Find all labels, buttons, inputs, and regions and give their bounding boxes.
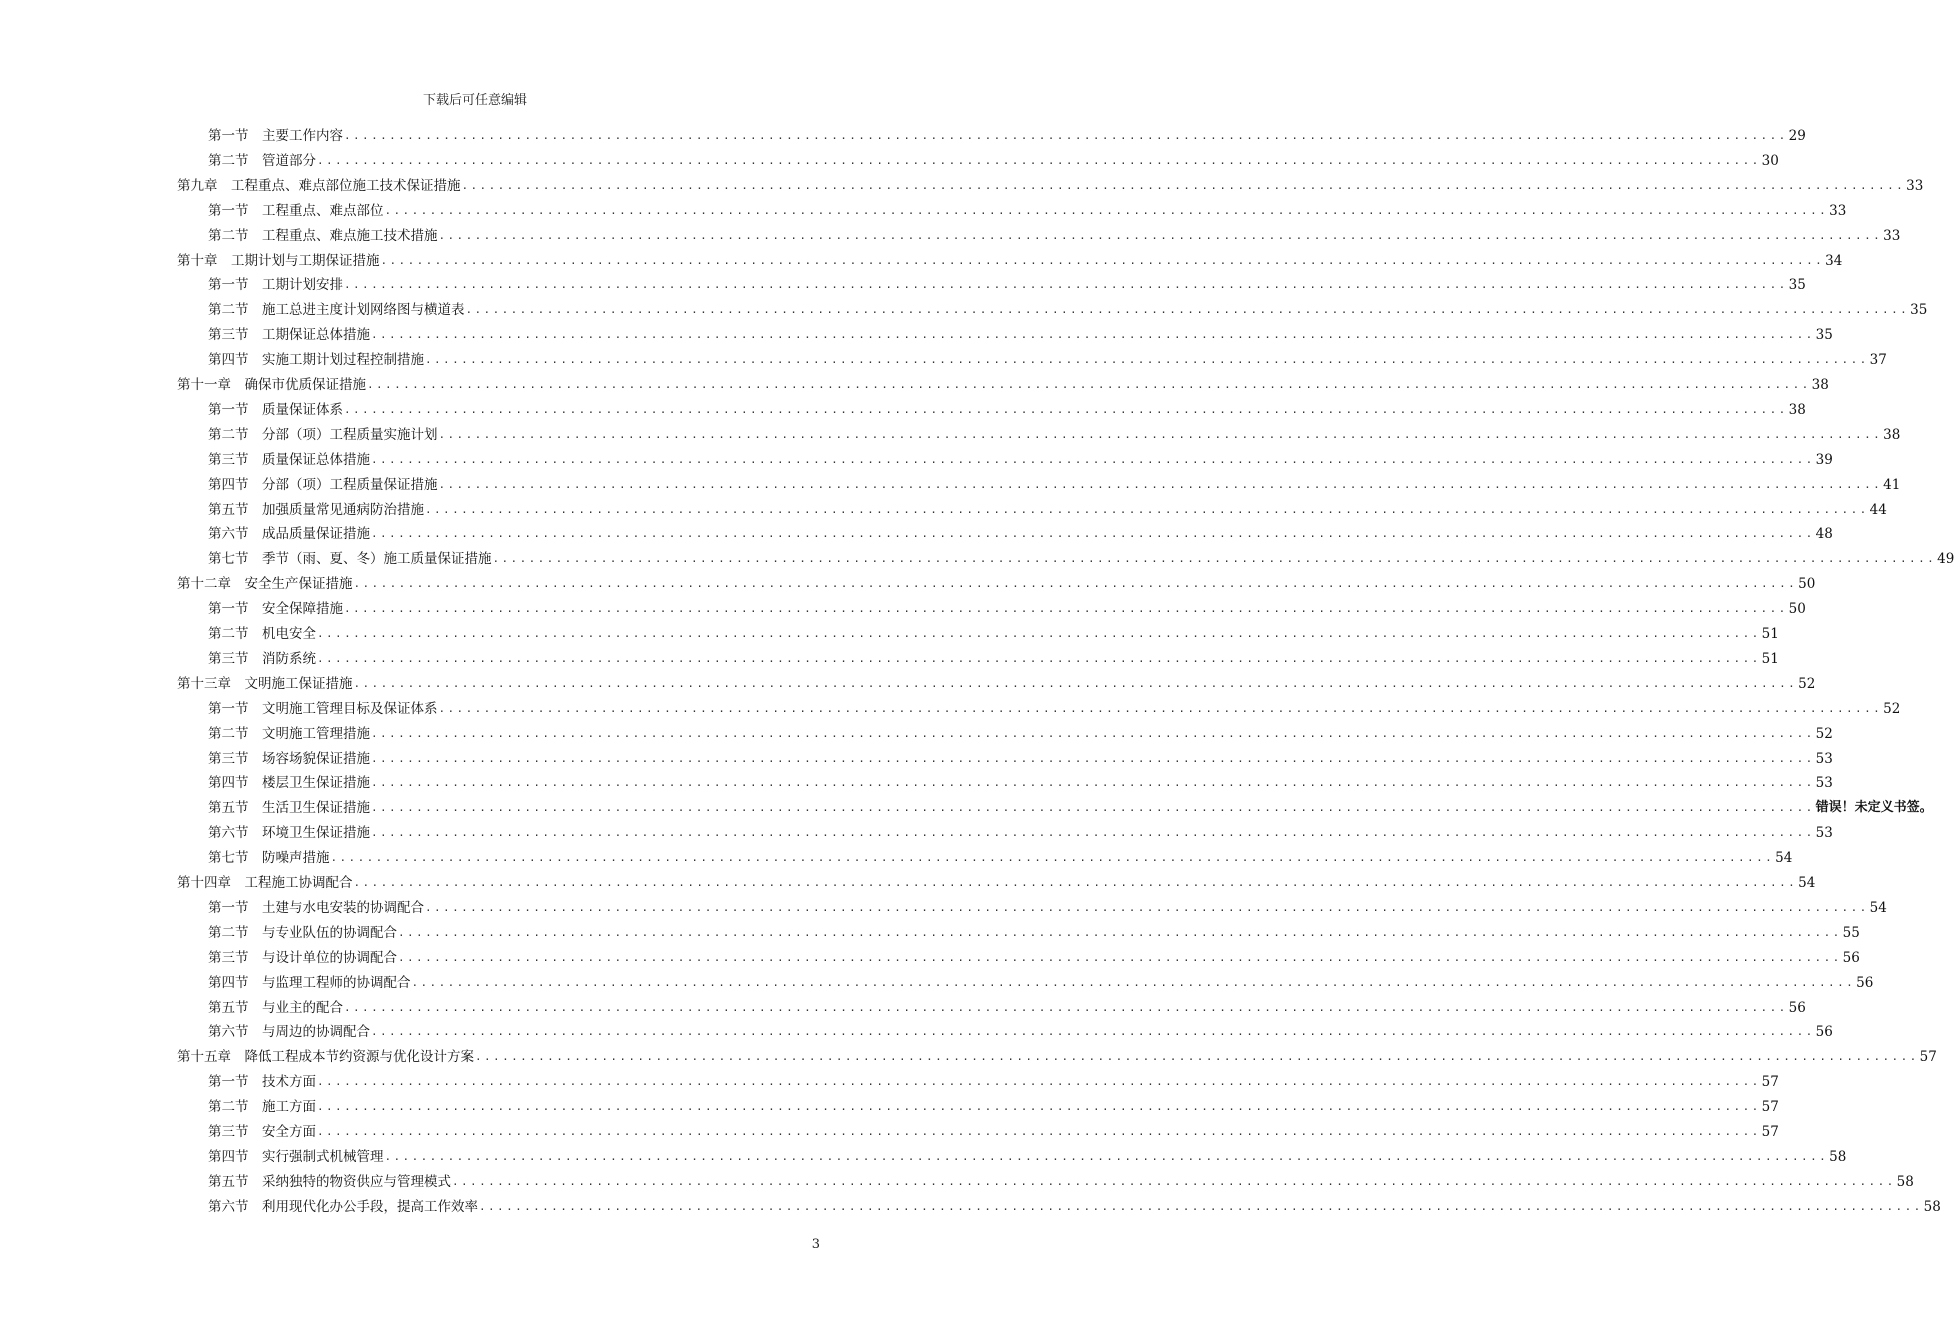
toc-section-entry[interactable] — [208, 947, 1860, 969]
toc-entry-title: 第五节 生活卫生保证措施 — [208, 800, 370, 817]
toc-page-number: 51 — [1761, 650, 1779, 667]
toc-leader-dots: ................................................................................................................................................................ — [344, 1000, 1788, 1014]
toc-section-entry[interactable] — [208, 698, 1901, 720]
toc-entry-title: 第五节 加强质量常见通病防治措施 — [208, 501, 424, 518]
toc-page-number: 50 — [1798, 576, 1816, 593]
toc-page-number: 48 — [1815, 526, 1833, 543]
toc-entry-title: 第二节 施工方面 — [208, 1099, 316, 1116]
toc-chapter-entry[interactable] — [177, 250, 1843, 272]
toc-entry-title: 第四节 实行强制式机械管理 — [208, 1148, 384, 1165]
toc-leader-dots: ................................................................................................................................................................ — [371, 751, 1815, 765]
toc-leader-dots: ................................................................................................................................................................ — [425, 353, 1869, 367]
toc-entry-title: 第二节 施工总进主度计划网络图与横道表 — [208, 302, 465, 319]
toc-entry-title: 第十二章 安全生产保证措施 — [177, 576, 353, 593]
toc-entry-title: 第七节 防噪声措施 — [208, 850, 330, 867]
toc-leader-dots: ................................................................................................................................................................ — [452, 1174, 1896, 1188]
toc-section-entry[interactable] — [208, 324, 1833, 346]
toc-page-number: 52 — [1815, 725, 1833, 742]
toc-leader-dots: ................................................................................................................................................................ — [353, 577, 1798, 591]
toc-section-entry[interactable] — [208, 1171, 1914, 1193]
toc-leader-dots: ................................................................................................................................................................ — [344, 129, 1788, 142]
toc-leader-dots: ................................................................................................................................................................ — [371, 328, 1815, 342]
toc-leader-dots: ................................................................................................................................................................ — [317, 1075, 1761, 1089]
toc-entry-title: 第二节 与专业队伍的协调配合 — [208, 924, 397, 941]
toc-section-entry[interactable] — [208, 200, 1847, 222]
toc-page-number: 54 — [1869, 899, 1887, 916]
toc-leader-dots: ................................................................................................................................................................ — [425, 900, 1869, 914]
toc-entry-title: 第三节 质量保证总体措施 — [208, 451, 370, 468]
toc-section-entry[interactable] — [208, 748, 1833, 770]
toc-page-number: 56 — [1815, 1024, 1833, 1041]
toc-entry-title: 第三节 工期保证总体措施 — [208, 327, 370, 344]
toc-section-entry[interactable] — [208, 897, 1887, 919]
toc-section-entry[interactable] — [208, 225, 1901, 247]
toc-leader-dots: ................................................................................................................................................................ — [371, 452, 1815, 466]
toc-section-entry[interactable] — [208, 548, 1954, 570]
toc-entry-title: 第三节 场容场貌保证措施 — [208, 750, 370, 767]
toc-page-number: 34 — [1825, 252, 1843, 269]
toc-page-number: 58 — [1829, 1148, 1847, 1165]
toc-leader-dots: ................................................................................................................................................................ — [317, 651, 1761, 665]
toc-page-number: 33 — [1906, 177, 1924, 194]
toc-entry-title: 第一节 工期计划安排 — [208, 277, 343, 294]
toc-section-entry[interactable] — [208, 922, 1860, 944]
toc-entry-title: 第六节 与周边的协调配合 — [208, 1024, 370, 1041]
toc-leader-dots: ................................................................................................................................................................ — [317, 153, 1761, 167]
toc-page-number: 57 — [1761, 1099, 1779, 1116]
toc-page-number: 41 — [1883, 476, 1901, 493]
toc-page-number: 52 — [1883, 700, 1901, 717]
toc-page-number: 29 — [1788, 128, 1806, 144]
toc-entry-title: 第十五章 降低工程成本节约资源与优化设计方案 — [177, 1049, 474, 1066]
toc-error-text: 错误！未定义书签。 — [1815, 800, 1933, 816]
toc-chapter-entry[interactable] — [177, 673, 1816, 695]
toc-section-entry[interactable] — [208, 772, 1833, 794]
toc-page-number: 58 — [1896, 1173, 1914, 1190]
toc-section-entry[interactable] — [208, 424, 1901, 446]
toc-section-entry[interactable] — [208, 1096, 1779, 1118]
toc-leader-dots: ................................................................................................................................................................ — [344, 278, 1788, 292]
toc-page-number: 49 — [1937, 551, 1954, 568]
toc-leader-dots: ................................................................................................................................................................ — [465, 303, 1910, 317]
toc-entry-title: 第三节 安全方面 — [208, 1124, 316, 1140]
toc-entry-title: 第十章 工期计划与工期保证措施 — [177, 252, 380, 269]
toc-page-number: 53 — [1815, 825, 1833, 842]
toc-leader-dots: ................................................................................................................................................................ — [475, 1050, 1919, 1064]
toc-section-entry[interactable] — [208, 349, 1887, 371]
toc-section-entry[interactable] — [208, 274, 1806, 296]
toc-chapter-entry[interactable] — [177, 175, 1924, 197]
toc-page-number: 54 — [1798, 875, 1816, 891]
toc-leader-dots: ................................................................................................................................................................ — [384, 1149, 1829, 1163]
toc-entry-title: 第二节 工程重点、难点施工技术措施 — [208, 227, 438, 244]
toc-entry-title: 第六节 利用现代化办公手段，提高工作效率 — [208, 1198, 478, 1215]
toc-entry-title: 第十一章 确保市优质保证措施 — [177, 377, 366, 393]
toc-page-number: 56 — [1788, 999, 1806, 1016]
toc-page-number: 38 — [1811, 377, 1829, 393]
toc-entry-title: 第五节 与业主的配合 — [208, 999, 343, 1016]
toc-entry-title: 第二节 机电安全 — [208, 626, 316, 642]
toc-page-number: 35 — [1788, 277, 1806, 294]
toc-page-number: 57 — [1761, 1124, 1779, 1140]
page-header: 下载后可任意编辑 — [422, 93, 527, 108]
toc-entry-title: 第四节 楼层卫生保证措施 — [208, 775, 370, 792]
toc-section-entry[interactable] — [208, 648, 1779, 670]
toc-entry-title: 第一节 土建与水电安装的协调配合 — [208, 899, 424, 916]
toc-page-number: 33 — [1829, 202, 1847, 219]
toc-section-entry[interactable] — [208, 972, 1874, 994]
toc-section-entry[interactable] — [208, 598, 1806, 620]
toc-leader-dots: ................................................................................................................................................................ — [398, 925, 1842, 939]
toc-section-entry[interactable] — [208, 822, 1833, 844]
toc-leader-dots: ................................................................................................................................................................ — [330, 851, 1775, 865]
toc-page-number: 54 — [1775, 850, 1793, 867]
toc-page-number: 37 — [1869, 352, 1887, 369]
toc-page-number: 53 — [1815, 750, 1833, 767]
toc-page-number: 57 — [1919, 1049, 1937, 1066]
toc-page-number: 51 — [1761, 626, 1779, 642]
toc-entry-title: 第二节 管道部分 — [208, 152, 316, 169]
toc-entry-title: 第一节 安全保障措施 — [208, 601, 343, 618]
toc-page-number: 58 — [1923, 1198, 1941, 1215]
toc-entry-title: 第十三章 文明施工保证措施 — [177, 675, 353, 692]
toc-leader-dots: ................................................................................................................................................................ — [438, 427, 1883, 441]
toc-leader-dots: ................................................................................................................................................................ — [344, 602, 1788, 616]
toc-leader-dots: ................................................................................................................................................................ — [384, 203, 1829, 217]
toc-entry-title: 第一节 主要工作内容 — [208, 128, 343, 144]
toc-leader-dots: ................................................................................................................................................................ — [344, 402, 1788, 416]
toc-leader-dots: ................................................................................................................................................................ — [425, 502, 1869, 516]
toc-section-entry[interactable] — [208, 150, 1779, 172]
toc-entry-title: 第七节 季节（雨、夏、冬）施工质量保证措施 — [208, 551, 492, 568]
toc-leader-dots: ................................................................................................................................................................ — [380, 253, 1825, 267]
page-number: 3 — [811, 1237, 820, 1252]
toc-entry-title: 第四节 与监理工程师的协调配合 — [208, 974, 411, 991]
toc-leader-dots: ................................................................................................................................................................ — [367, 378, 1811, 391]
toc-section-entry[interactable] — [208, 1021, 1833, 1043]
toc-section-entry[interactable] — [208, 1071, 1779, 1093]
toc-page-number: 56 — [1842, 949, 1860, 966]
toc-section-entry[interactable] — [208, 997, 1806, 1019]
toc-section-entry[interactable] — [208, 499, 1887, 521]
toc-section-entry[interactable] — [208, 1146, 1847, 1168]
toc-section-entry[interactable] — [208, 399, 1806, 421]
toc-section-entry[interactable] — [208, 523, 1833, 545]
toc-leader-dots: ................................................................................................................................................................ — [461, 178, 1906, 192]
toc-leader-dots: ................................................................................................................................................................ — [371, 726, 1815, 740]
toc-entry-title: 第四节 分部（项）工程质量保证措施 — [208, 476, 438, 493]
toc-page-number: 39 — [1815, 451, 1833, 468]
toc-section-entry[interactable] — [208, 125, 1806, 147]
toc-entry-title: 第一节 质量保证体系 — [208, 401, 343, 418]
toc-page-number: 57 — [1761, 1074, 1779, 1091]
toc-chapter-entry[interactable] — [177, 374, 1829, 396]
toc-entry-title: 第二节 分部（项）工程质量实施计划 — [208, 426, 438, 443]
toc-leader-dots: ................................................................................................................................................................ — [438, 228, 1883, 242]
toc-page-number: 53 — [1815, 775, 1833, 792]
toc-section-entry[interactable] — [208, 299, 1928, 321]
toc-chapter-entry[interactable] — [177, 872, 1816, 894]
toc-section-entry[interactable] — [208, 1121, 1779, 1143]
toc-page-number: 38 — [1883, 426, 1901, 443]
toc-leader-dots: ................................................................................................................................................................ — [317, 627, 1761, 640]
toc-leader-dots: ................................................................................................................................................................ — [371, 527, 1815, 541]
toc-leader-dots: ................................................................................................................................................................ — [353, 676, 1798, 690]
toc-leader-dots: ................................................................................................................................................................ — [411, 975, 1856, 989]
toc-section-entry[interactable] — [208, 1196, 1941, 1218]
toc-entry-title: 第一节 工程重点、难点部位 — [208, 202, 384, 219]
toc-page-number: 55 — [1842, 924, 1860, 941]
toc-leader-dots: ................................................................................................................................................................ — [371, 1025, 1815, 1039]
toc-leader-dots: ................................................................................................................................................................ — [353, 876, 1798, 889]
toc-leader-dots: ................................................................................................................................................................ — [479, 1199, 1923, 1213]
toc-page-number: 33 — [1883, 227, 1901, 244]
toc-section-entry[interactable] — [208, 449, 1833, 471]
toc-leader-dots: ................................................................................................................................................................ — [492, 552, 1937, 566]
toc-section-entry[interactable] — [208, 847, 1793, 869]
toc-page-number: 52 — [1798, 675, 1816, 692]
toc-chapter-entry[interactable] — [177, 1046, 1937, 1068]
toc-section-entry[interactable] — [208, 623, 1779, 645]
toc-page-number: 50 — [1788, 601, 1806, 618]
toc-page-number: 35 — [1815, 327, 1833, 344]
toc-page-number: 44 — [1869, 501, 1887, 518]
toc-entry-title: 第六节 环境卫生保证措施 — [208, 825, 370, 842]
toc-chapter-entry[interactable] — [177, 573, 1816, 595]
toc-leader-dots: ................................................................................................................................................................ — [371, 801, 1815, 815]
toc-leader-dots: ................................................................................................................................................................ — [317, 1100, 1761, 1114]
toc-entry-title: 第四节 实施工期计划过程控制措施 — [208, 352, 424, 369]
toc-entry-title: 第三节 消防系统 — [208, 650, 316, 667]
toc-leader-dots: ................................................................................................................................................................ — [317, 1125, 1761, 1138]
toc-entry-title: 第三节 与设计单位的协调配合 — [208, 949, 397, 966]
toc-entry-title: 第五节 采纳独特的物资供应与管理模式 — [208, 1173, 451, 1190]
toc-entry-title: 第一节 技术方面 — [208, 1074, 316, 1091]
toc-section-entry[interactable] — [208, 474, 1901, 496]
toc-page-number: 30 — [1761, 152, 1779, 169]
toc-leader-dots: ................................................................................................................................................................ — [438, 701, 1883, 715]
toc-page-number: 35 — [1910, 302, 1928, 319]
toc-section-entry[interactable] — [208, 723, 1833, 745]
toc-page-number: 38 — [1788, 401, 1806, 418]
toc-leader-dots: ................................................................................................................................................................ — [398, 950, 1842, 964]
toc-section-entry[interactable] — [208, 797, 1933, 819]
toc-page-number: 56 — [1856, 974, 1874, 991]
toc-entry-title: 第六节 成品质量保证措施 — [208, 526, 370, 543]
toc-leader-dots: ................................................................................................................................................................ — [371, 776, 1815, 790]
toc-entry-title: 第一节 文明施工管理目标及保证体系 — [208, 700, 438, 717]
toc-leader-dots: ................................................................................................................................................................ — [371, 826, 1815, 840]
toc-entry-title: 第九章 工程重点、难点部位施工技术保证措施 — [177, 177, 461, 194]
toc-entry-title: 第十四章 工程施工协调配合 — [177, 875, 353, 891]
toc-entry-title: 第二节 文明施工管理措施 — [208, 725, 370, 742]
toc-leader-dots: ................................................................................................................................................................ — [438, 477, 1883, 491]
